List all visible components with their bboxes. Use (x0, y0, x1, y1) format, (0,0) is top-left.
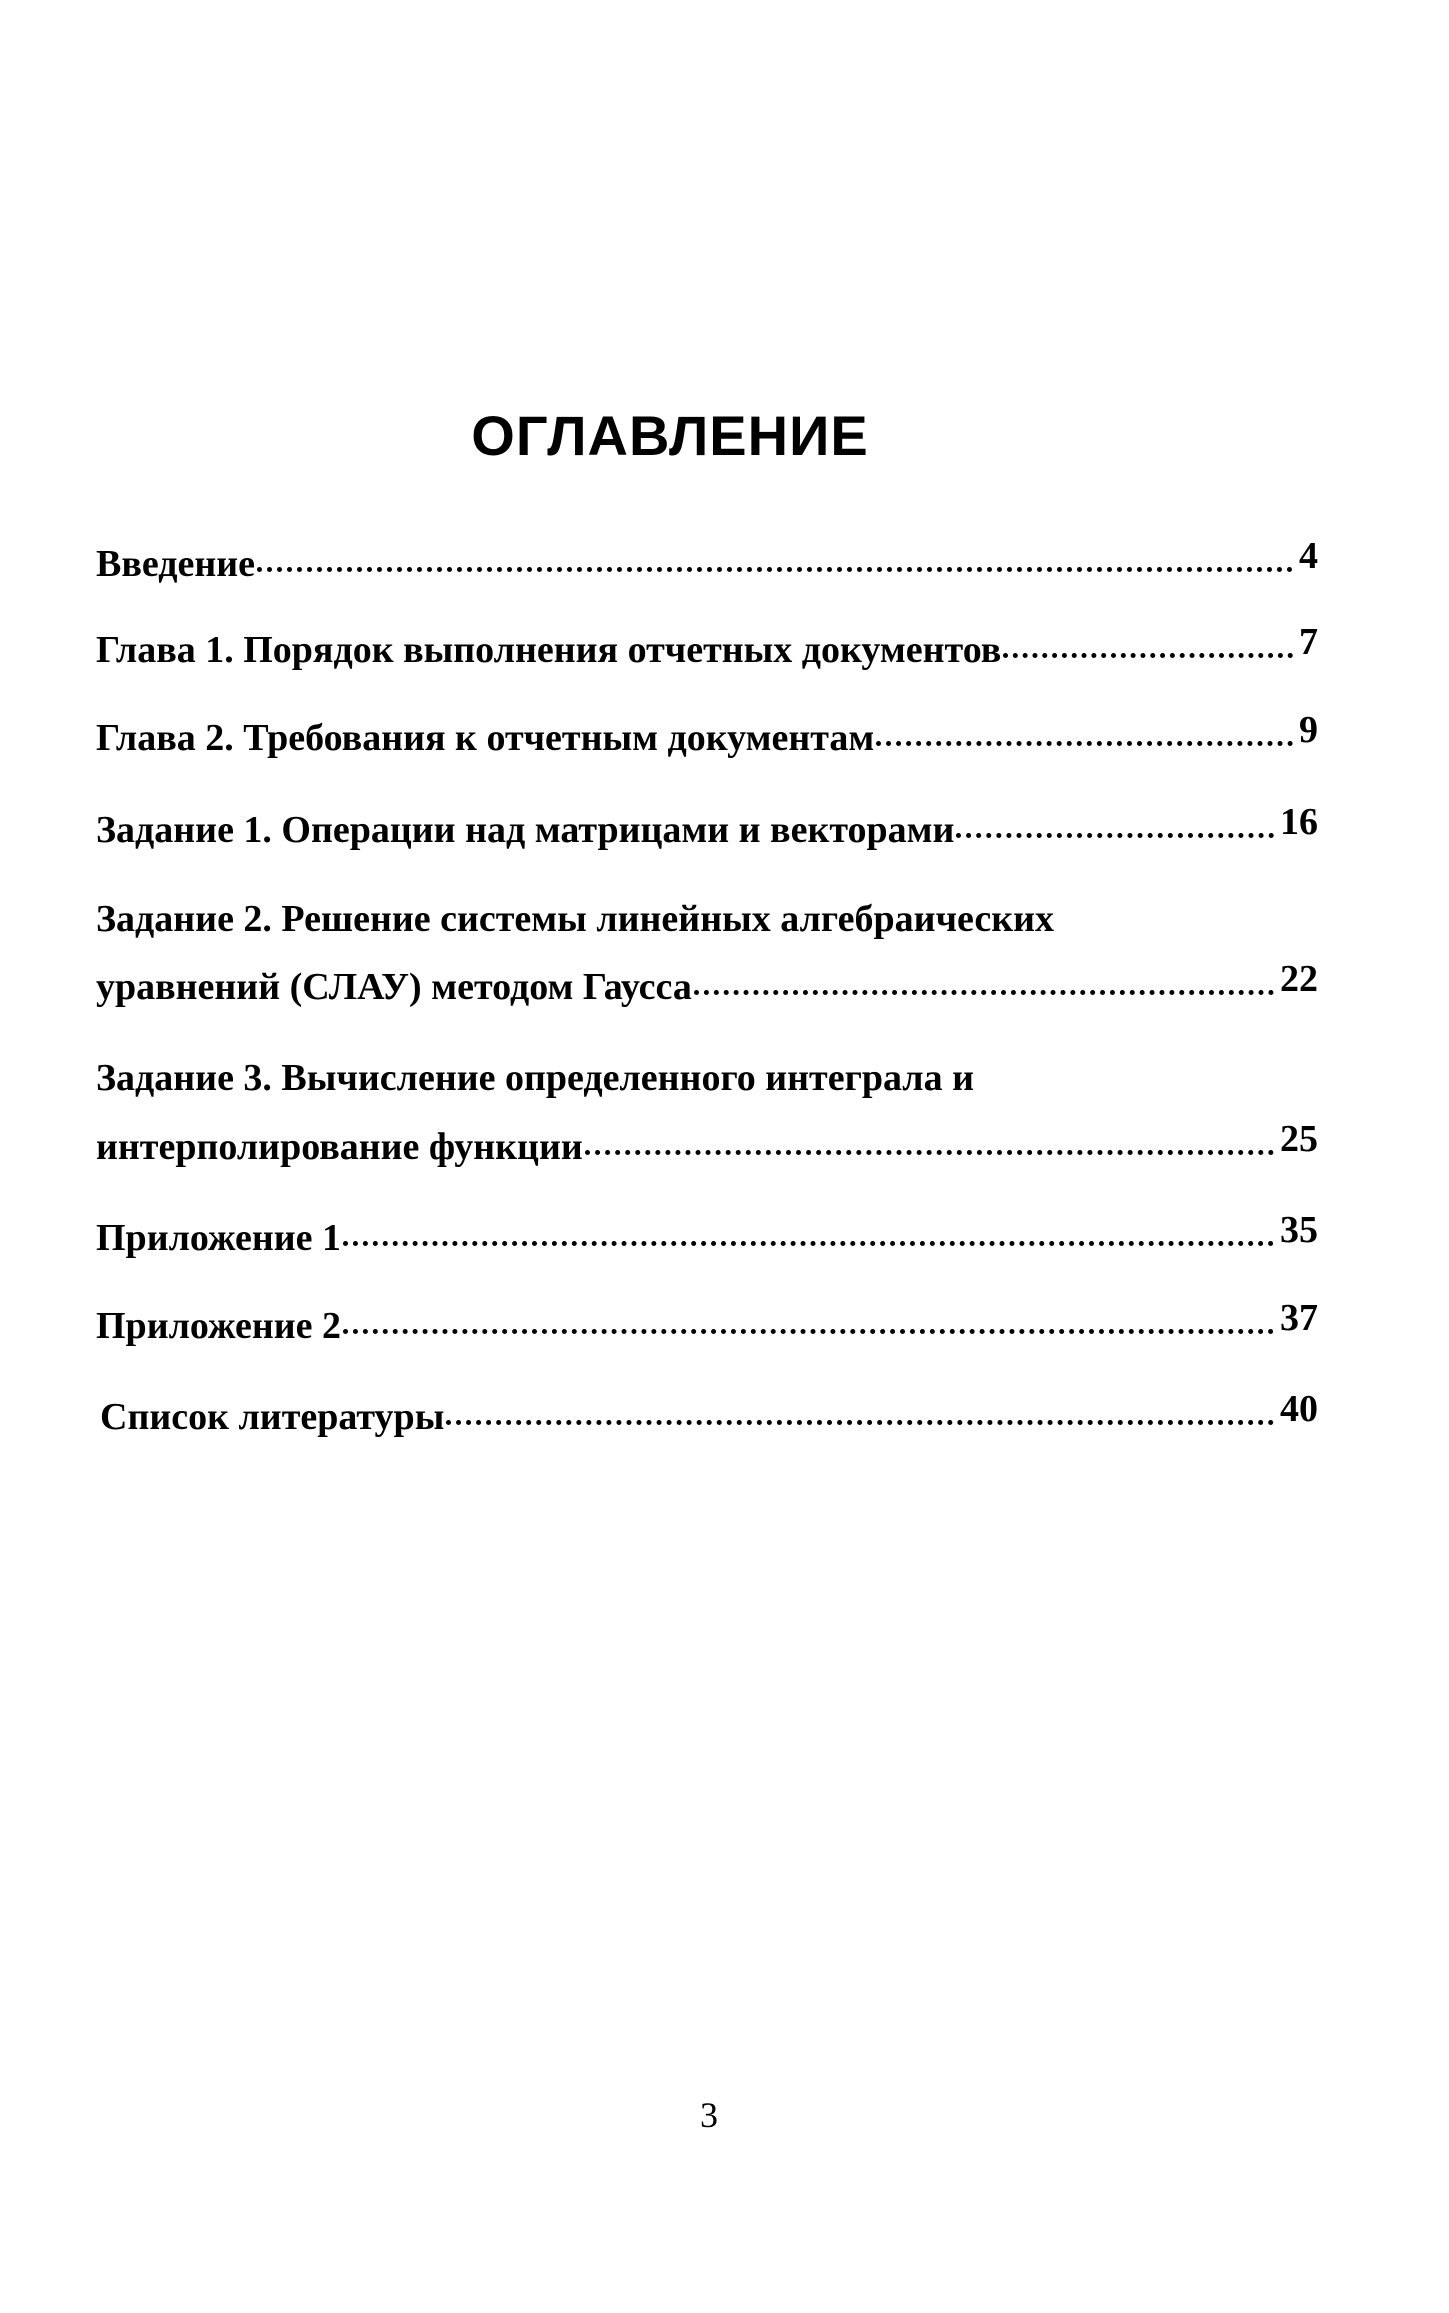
toc-entry-introduction[interactable] (96, 535, 1318, 585)
dot-leader (343, 1241, 1274, 1246)
toc-entry-label: Задание 2. Решение системы линейных алгебраических (96, 898, 1054, 940)
toc-entry-page: 25 (1280, 1118, 1318, 1160)
dot-leader (876, 741, 1293, 746)
toc-entry-label: Глава 2. Требования к отчетным документам (96, 717, 875, 759)
toc-entry-task-3-line-1[interactable] (96, 1059, 974, 1097)
dot-leader (257, 567, 1293, 572)
toc-entry-page: 9 (1299, 709, 1318, 751)
toc-entry-label: Задание 3. Вычисление определенного интеграла и (96, 1057, 975, 1099)
dot-leader (694, 990, 1274, 995)
toc-entry-page: 7 (1299, 621, 1318, 663)
toc-entry-chapter-1[interactable] (96, 621, 1318, 671)
toc-entry-page: 22 (1280, 958, 1318, 1000)
page-title: ОГЛАВЛЕНИЕ (471, 404, 869, 467)
toc-entry-references[interactable] (100, 1388, 1318, 1438)
toc-entry-label: интерполирование функции (96, 1126, 583, 1168)
toc-entry-label: Задание 1. Операции над матрицами и векторами (96, 809, 955, 851)
toc-entry-page: 16 (1280, 801, 1318, 843)
toc-entry-chapter-2[interactable] (96, 709, 1318, 759)
toc-entry-label: Введение (96, 543, 255, 585)
toc-entry-label: Глава 1. Порядок выполнения отчетных документов (96, 629, 1002, 671)
toc-entry-task-3-line-2[interactable] (96, 1118, 1318, 1168)
toc-entry-label: Приложение 1 (96, 1217, 342, 1259)
dot-leader (1003, 653, 1293, 658)
toc-entry-label: Список литературы (100, 1396, 445, 1438)
dot-leader (585, 1150, 1274, 1155)
dot-leader (956, 833, 1274, 838)
dot-leader (446, 1420, 1274, 1425)
toc-entry-task-2-line-1[interactable] (96, 900, 1054, 938)
toc-entry-task-1[interactable] (96, 801, 1318, 851)
toc-entry-page: 35 (1280, 1209, 1318, 1251)
page-number: 3 (700, 2095, 718, 2135)
toc-entry-task-2-line-2[interactable] (96, 958, 1318, 1008)
toc-entry-label: Приложение 2 (96, 1305, 342, 1347)
toc-entry-page: 4 (1299, 535, 1318, 577)
toc-entry-appendix-2[interactable] (96, 1297, 1318, 1347)
toc-entry-appendix-1[interactable] (96, 1209, 1318, 1259)
toc-entry-page: 37 (1280, 1297, 1318, 1339)
toc-entry-label: уравнений (СЛАУ) методом Гаусса (96, 966, 692, 1008)
toc-entry-page: 40 (1280, 1388, 1318, 1430)
dot-leader (343, 1329, 1274, 1334)
